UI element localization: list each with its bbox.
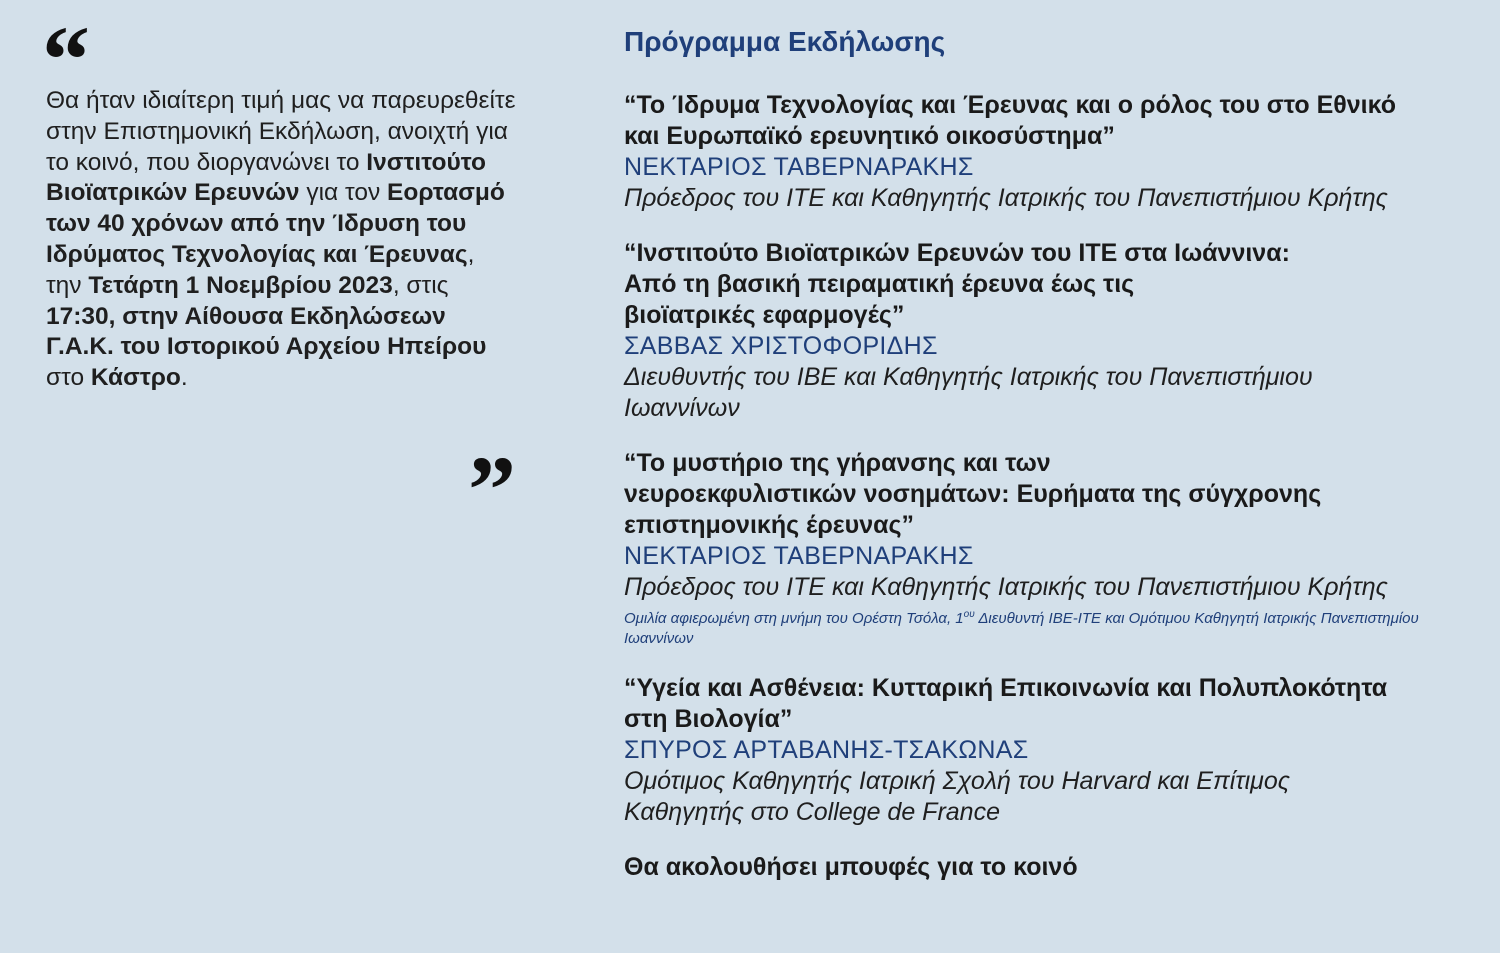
talk-title: “Ινστιτούτο Βιοϊατρικών Ερευνών του ΙΤΕ στα Ιωάννινα: Από τη βασική πειραματική έρευνα έως τις βιοϊατρικές εφαρμογές” — [624, 239, 1290, 329]
note-text: Ομιλία αφιερωμένη στη μνήμη του Ορέστη Τσόλα, 1 — [624, 610, 964, 627]
talk-speaker: ΣΠΥΡΟΣ ΑΡΤΑΒΑΝΗΣ-ΤΣΑΚΩΝΑΣ — [624, 736, 1029, 764]
invitation-text-part: . — [180, 364, 188, 392]
invitation-text — [46, 86, 516, 394]
invitation-text-part: , την — [46, 240, 475, 299]
program-talk — [624, 448, 1484, 649]
program-talk — [624, 673, 1484, 828]
event-date: Τετάρτη 1 Νοεμβρίου 2023 — [88, 271, 393, 299]
talk-title: “Το μυστήριο της γήρανσης και των νευροεκφυλιστικών νοσημάτων: Ευρήματα της σύγχρονης επιστημονικής έρευνας” — [624, 449, 1322, 539]
talk-title: “Υγεία και Ασθένεια: Κυτταρική Επικοινωνία και Πολυπλοκότητα στη Βιολογία” — [624, 674, 1388, 733]
note-text: Διευθυντή ΙΒΕ-ΙΤΕ και Ομότιμου Καθηγητή Ιατρικής Πανεπιστημίου Ιωαννίνων — [624, 610, 1419, 647]
opening-quote-mark: “ — [42, 6, 90, 113]
institute-name: Ινστιτούτο Βιοϊατρικών Ερευνών — [46, 148, 486, 207]
program-talk — [624, 238, 1484, 424]
talk-speaker-role: Διευθυντής του ΙΒΕ και Καθηγητής Ιατρικής του Πανεπιστήμιου Ιωαννίνων — [624, 363, 1313, 422]
talk-speaker: ΝΕΚΤΑΡΙΟΣ ΤΑΒΕΡΝΑΡΑΚΗΣ — [624, 153, 974, 181]
talk-speaker: ΣΑΒΒΑΣ ΧΡΙΣΤΟΦΟΡΙΔΗΣ — [624, 332, 938, 360]
closing-note: Θα ακολουθήσει μπουφές για το κοινό — [624, 853, 1078, 881]
event-program — [624, 22, 1484, 883]
program-talk — [624, 90, 1484, 214]
event-location: Κάστρο — [90, 364, 181, 392]
closing-quote-mark: ” — [468, 436, 516, 543]
invitation-text-part: Θα ήταν ιδιαίτερη τιμή μας να παρευρεθείτε στην Επιστημονική Εκδήλωση, ανοιχτή για το κοινό, που διοργανώνει το — [46, 87, 516, 176]
talk-dedication-note — [624, 605, 1424, 649]
note-superscript: ου — [963, 609, 975, 620]
invitation-text-part: , στις — [392, 271, 449, 299]
talk-speaker-role: Ομότιμος Καθηγητής Ιατρική Σχολή του Harvard και Επίτιμος Καθηγητής στο College de France — [624, 767, 1290, 826]
talk-title: “Το Ίδρυμα Τεχνολογίας και Έρευνας και ο ρόλος του στο Εθνικό και Ευρωπαϊκό ερευνητικό οικοσύστημα” — [624, 91, 1397, 150]
invitation-text-part: για τον — [299, 179, 388, 207]
program-title: Πρόγραμμα Εκδήλωσης — [624, 26, 946, 57]
invitation-text-part: στο — [46, 364, 91, 392]
event-time-venue: 17:30, στην Αίθουσα Εκδηλώσεων Γ.Α.Κ. του Ιστορικού Αρχείου Ηπείρου — [46, 302, 487, 361]
talk-speaker: ΝΕΚΤΑΡΙΟΣ ΤΑΒΕΡΝΑΡΑΚΗΣ — [624, 542, 974, 570]
talk-speaker-role: Πρόεδρος του ΙΤΕ και Καθηγητής Ιατρικής του Πανεπιστήμιου Κρήτης — [624, 184, 1388, 212]
celebration-title: Εορτασμό των 40 χρόνων από την Ίδρυση του Ιδρύματος Τεχνολογίας και Έρευνας — [46, 179, 505, 268]
talk-speaker-role: Πρόεδρος του ΙΤΕ και Καθηγητής Ιατρικής του Πανεπιστήμιου Κρήτης — [624, 573, 1388, 601]
